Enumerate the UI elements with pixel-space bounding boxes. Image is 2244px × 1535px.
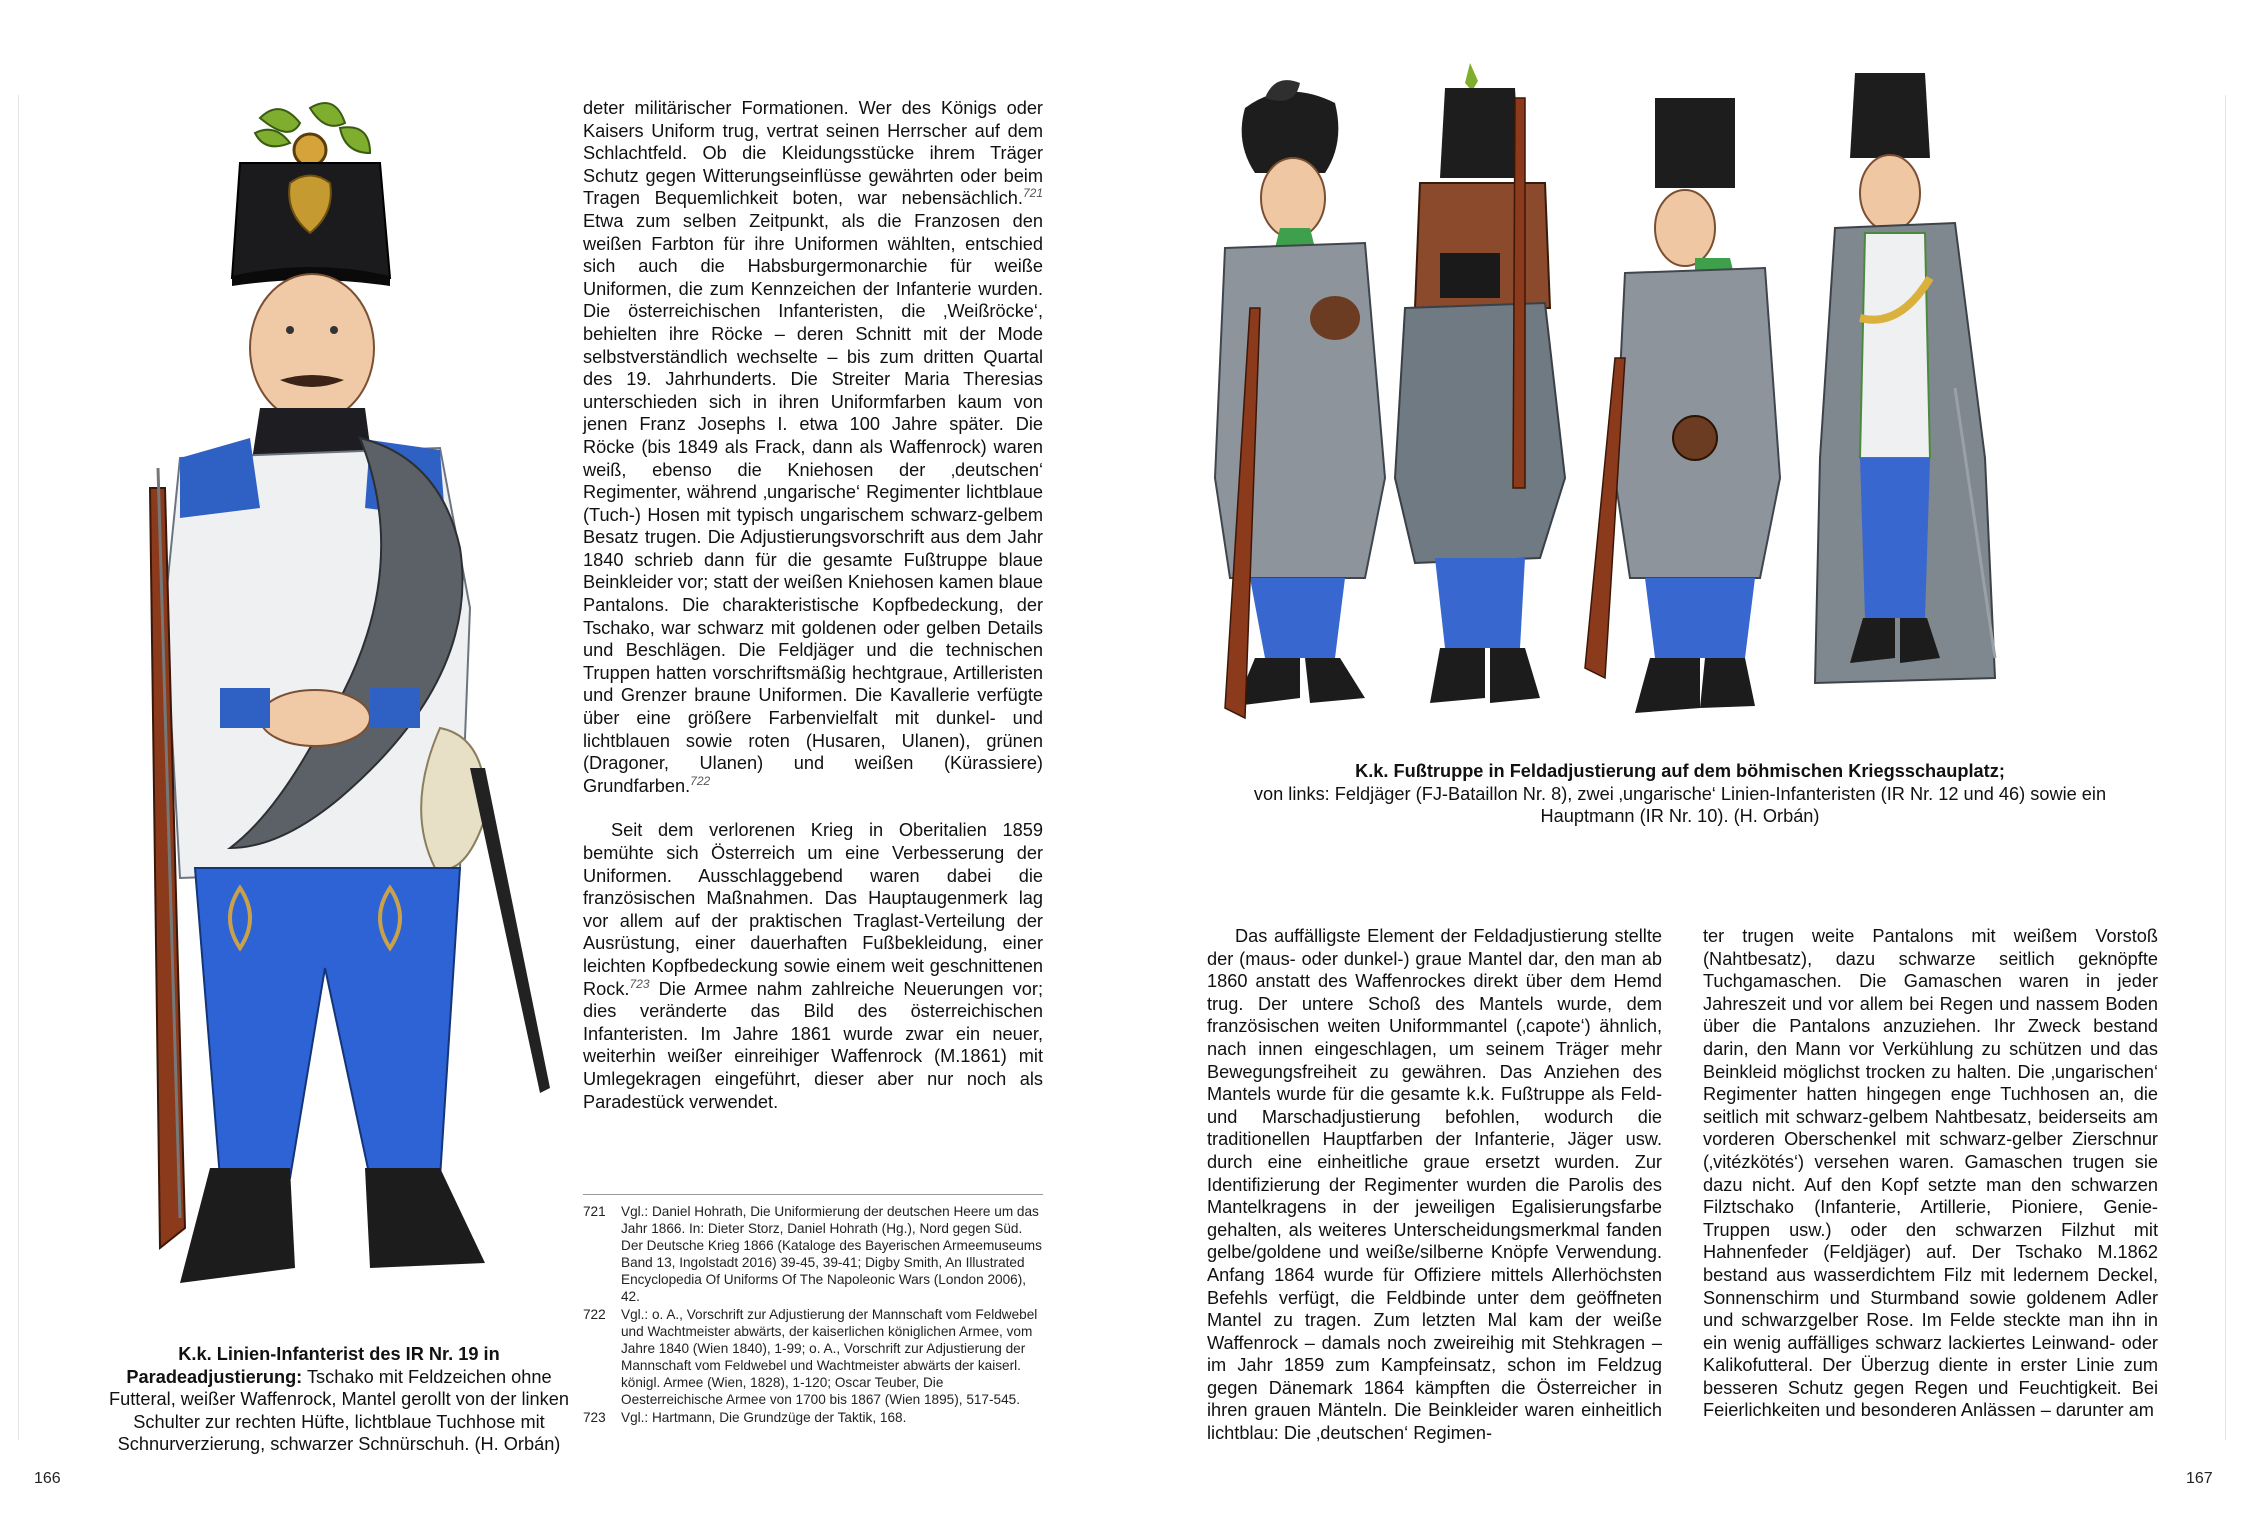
infantryman-illustration: [140, 88, 580, 1318]
right-page-number: 167: [2186, 1470, 2213, 1487]
right-caption-title: K.k. Fußtruppe in Feldadjustierung auf dem böhmischen Kriegsschauplatz;: [1355, 761, 2005, 781]
footnote-text: Vgl.: Daniel Hohrath, Die Uniformierung der deutschen Heere um das Jahr 1866. In: Dieter Storz, Daniel Hohrath (Hg.), Nord gegen Süd. Der Deutsche Krieg 1866 (Kataloge des Bayerischen Armeemuseums Band 13, Ingolstadt 2016) 39-45, 39-41; Digby Smith, An Illustrated Encyclopedia Of Uniforms Of The Napoleonic Wars (London 2006), 42.: [621, 1204, 1042, 1304]
left-caption-title: K.k. Linien-Infanterist des IR Nr. 19 in Paradeadjustierung:: [126, 1344, 500, 1387]
left-figure-caption: [103, 1343, 575, 1456]
footnote-text: Vgl.: o. A., Vorschrift zur Adjustierung der Mannschaft vom Feldwebel und Wachtmeister abwärts, der kaiserlichen königlichen Armee, vom Jahre 1840 (Wien 1840), 1-99; o. A., Vorschrift zur Adjustierung der Mannschaft vom Feldwebel und Wachtmeister abwärts der kaiserl. königl. Armee (Wien, 1828), 1-120; Oscar Teuber, Die Oesterreichische Armee von 1700 bis 1867 (Wien 1895), 517-545.: [621, 1307, 1038, 1407]
field-troops-illustration: [1195, 58, 2170, 748]
left-page-edge: [18, 95, 19, 1440]
footnote-rule: [583, 1194, 1043, 1195]
footnote-number: 722: [583, 1307, 606, 1322]
footnote-ref-722[interactable]: 722: [690, 773, 711, 788]
right-caption-text: von links: Feldjäger (FJ-Bataillon Nr. 8), zwei ‚ungarische‘ Linien-Infanteristen (IR Nr. 12 und 46) sowie ein Hauptmann (IR Nr. 10). (H. Orbán): [1253, 783, 2107, 826]
paragraph-1-part-a: deter militärischer Formationen. Wer des Königs oder Kaisers Uniform trug, vertrat seinen Herrscher auf dem Schlachtfeld. Ob die Kleidungsstücke ihrem Träger Schutz gegen Witterungseinflüsse gewährten oder beim Tragen Bequemlichkeit boten, war nebensächlich.: [583, 98, 1043, 209]
right-figure-caption: [1230, 760, 2130, 828]
left-text-column: [583, 97, 1043, 1113]
footnote-number: 723: [583, 1410, 606, 1425]
footnote-721: [583, 1203, 1043, 1305]
paragraph-1-part-b: Etwa zum selben Zeitpunkt, als die Franzosen den weißen Farbton für ihre Uniformen wählten, entschied sich auch die Habsburgermonarchie für weiße Uniformen, die zum Kennzeichen der Infanterie wurden. Die österreichischen Infanteristen, die ‚Weißröcke‘, behielten ihre Röcke – deren Schnitt mit der Mode selbstverständlich wechselte – bis zum dritten Quartal des 19. Jahrhunderts. Die Streiter Maria Theresias unterschieden sich in ihren Uniformfarben kaum von jenen Franz Josephs I. etwa 100 Jahre später. Die Röcke (bis 1849 als Frack, dann als Waffenrock) waren weiß, ebenso die Kniehosen der ‚deutschen‘ Regimenter, während ‚ungarische‘ Regimenter lichtblaue (Tuch-) Hosen mit typisch ungarischem schwarz-gelbem Besatz trugen. Die Adjustierungsvorschrift aus dem Jahr 1840 schrieb dann für die gesamte Fußtruppe blaue Beinkleider vor; statt der weißen Kniehosen kamen blaue Pantalons. Die charakteristische Kopfbedeckung, der Tschako, war schwarz mit goldenen oder gelben Details und Beschlägen. Die Feldjäger und die technischen Truppen hatten vorschriftsmäßig hechtgraue, Artilleristen und Grenzer braune Uniformen. Die Kavallerie verfügte über eine größere Farbenvielfalt mit dunkel- und lichtblauen sowie roten (Husaren, Ulanen), grünen (Dragoner, Ulanen) und weißen (Kürassiere) Grundfarben.: [583, 210, 1043, 796]
footnotes: [583, 1203, 1043, 1427]
footnote-number: 721: [583, 1204, 606, 1219]
paragraph-2: [583, 819, 1043, 1113]
paragraph-2-part-a: Seit dem verlorenen Krieg in Oberitalien 1859 bemühte sich Österreich um eine Verbesserung der Uniformen. Ausschlaggebend waren dabei die französischen Maßnahmen. Das Hauptaugenmerk lag vor allem auf der praktischen Traglast-Verteilung der Ausrüstung, einer dauerhaften Fußbekleidung, einer leichten Kopfbedeckung sowie einem weit geschnittenen Rock.: [583, 820, 1043, 999]
right-page-edge: [2225, 95, 2226, 1440]
left-page-number: 166: [34, 1470, 61, 1487]
paragraph-2-part-b: Die Armee nahm zahlreiche Neuerungen vor; dies veränderte das Bild des österreichischen Infanteristen. Im Jahre 1861 wurde zwar ein neuer, weiterhin weißer einreihiger Waffenrock (M.1861) mit Umlegekragen eingeführt, dieser aber nur noch als Paradestück verwendet.: [583, 978, 1043, 1112]
footnote-ref-723[interactable]: 723: [629, 976, 650, 991]
footnote-723: [583, 1409, 1043, 1426]
hauptmann-figure: [1815, 73, 1995, 683]
right-column-2-text: ter trugen weite Pantalons mit weißem Vorstoß (Nahtbesatz), dazu schwarze seitlich geknöpfte Tuchgamaschen. Die Gamaschen waren in jeder Jahreszeit und vor allem bei Regen und nassem Boden über die Pantalons anzuziehen. Ihr Zweck bestand darin, den Mann vor Verkühlung zu schützen und das Beinkleid möglichst trocken zu halten. Die ‚ungarischen‘ Regimenter hatten hingegen enge Tuchhosen an, die seitlich mit schwarz-gelbem Nahtbesatz, beiderseits am vorderen Oberschenkel mit schwarz-gelber Zierschnur (‚vitézkötés‘) versehen waren. Gamaschen trugen sie dazu nicht. Auf den Kopf setzte man den schwarzen Filztschako (Infanterie, Artillerie, Pioniere, Genie-Truppen usw.) oder den schwarzen Filzhut mit Hahnenfeder (Feldjäger) auf. Der Tschako M.1862 bestand aus wasserdichtem Filz mit ledernem Deckel, Sonnenschirm und Sturmband sowie goldenem Adler und schwarzgelber Rose. Im Felde steckte man ihn in ein wenig auffälliges schwarz lackiertes Leinwand- oder Kalikofutteral. Der Überzug diente in erster Linie zum besseren Schutz gegen Regen und Feuchtigkeit. Bei Feierlichkeiten und besonderen Anlässen – darunter am: [1703, 926, 2158, 1421]
infantryman-back-figure: [1395, 63, 1565, 703]
paragraph-1: [583, 97, 1043, 797]
right-text-column-2: [1703, 925, 2158, 1422]
footnote-text: Vgl.: Hartmann, Die Grundzüge der Taktik, 168.: [621, 1410, 907, 1425]
right-text-column-1: [1207, 925, 1662, 1445]
left-caption-text: Tschako mit Feldzeichen ohne Futteral, weißer Waffenrock, Mantel gerollt von der linken Schulter zur rechten Hüfte, lichtblaue Tuchhose mit Schnurverzierung, schwarzer Schnürschuh. (H. Orbán): [109, 1366, 569, 1454]
infantryman-side-figure: [1585, 98, 1780, 713]
right-column-1-text: Das auffälligste Element der Feldadjustierung stellte der (maus- oder dunkel-) graue Mantel dar, den man ab 1860 anstatt des Waffenrockes direkt über dem Hemd trug. Der untere Schoß des Mantels wurde, dem französischen weiten Uniformmantel (‚capote‘) ähnlich, nach innen eingeschlagen, um seinem Träger mehr Bewegungsfreiheit zu gewähren. Das Anziehen des Mantels wurde für die gesamte k.k. Fußtruppe als Feld- und Marschadjustierung befohlen, wodurch die traditionellen Hauptfarben der Infanterie, Jäger usw. durch eine einheitliche graue ersetzt wurden. Zur Identifizierung der Regimenter wurden die Parolis des Mantelkragens in der jeweiligen Egalisierungsfarbe gehalten, als weiteres Unterscheidungsmerkmal fanden gelbe/goldene und weiße/silberne Knöpfe Verwendung. Anfang 1864 wurde für Offiziere mittels Allerhöchsten Befehls verfügt, die Feldbinde unter dem geöffneten Mantel zu tragen. Zum letzten Mal kam der weiße Waffenrock – damals noch zweireihig mit Stehkragen – im Jahr 1859 zum Kampfeinsatz, schon im Feldzug gegen Dänemark 1864 kämpften die Österreicher in ihren grauen Mänteln. Die Beinkleider waren einheitlich lichtblau: Die ‚deutschen‘ Regimen-: [1207, 926, 1662, 1444]
feldjaeger-figure: [1215, 80, 1385, 718]
footnote-722: [583, 1306, 1043, 1408]
footnote-ref-721[interactable]: 721: [1022, 186, 1043, 201]
